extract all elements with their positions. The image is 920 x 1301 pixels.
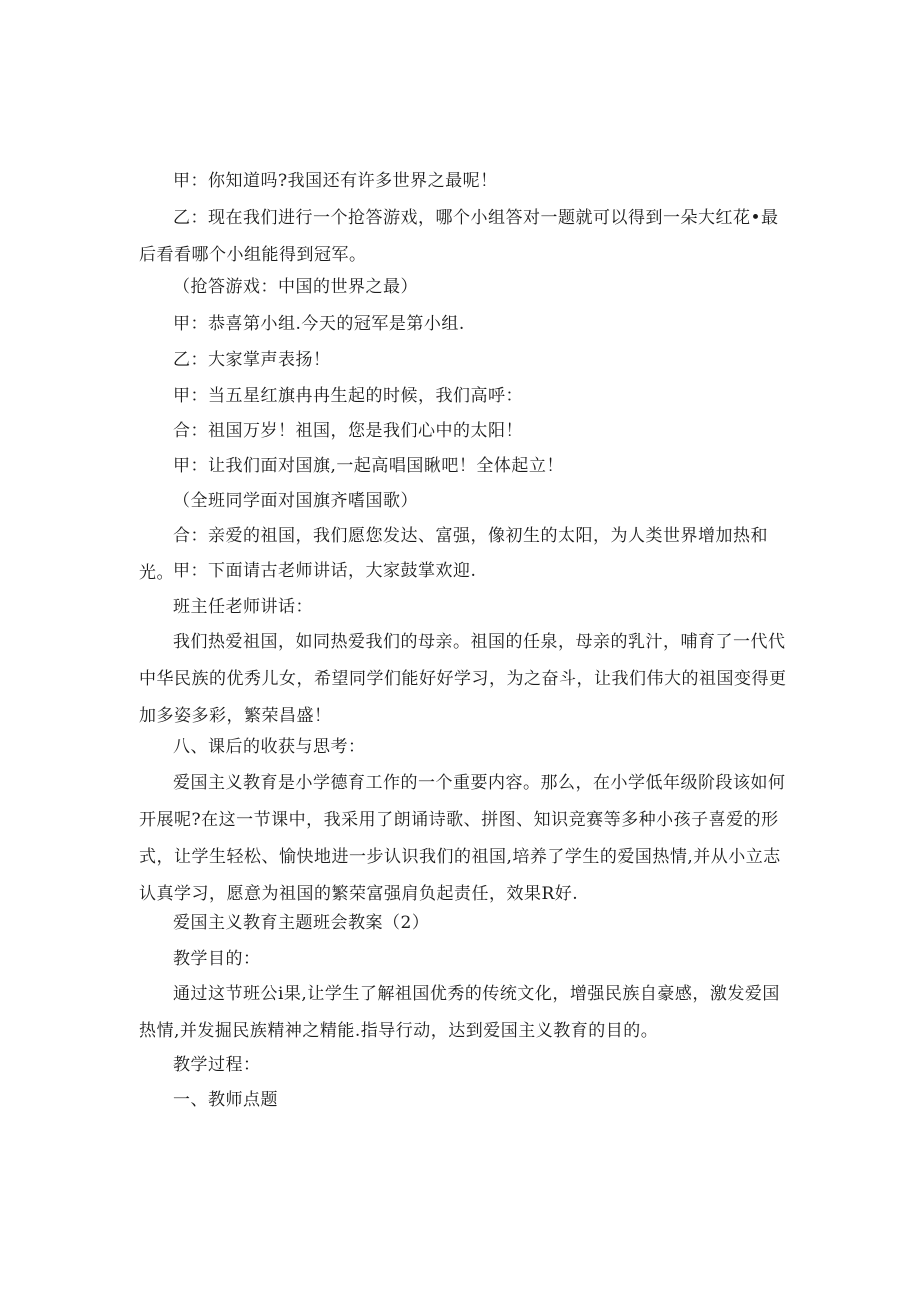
dialogue-line: 乙：大家掌声表扬！ (173, 350, 331, 370)
dialogue-line: 甲：恭喜第小组.今天的冠军是第小组. (173, 314, 465, 334)
dialogue-line: 合：祖国万岁！祖国，您是我们心中的太阳！ (173, 421, 523, 441)
stage-direction: （全班同学面对国旗齐嗜国歌） (173, 491, 418, 511)
body-paragraph: 爱国主义教育是小学德育工作的一个重要内容。那么，在小学低年级阶段该如何开展呢?在这一节课中，我采用了朗诵诗歌、拼图、知识竞赛等多种小孩子喜爱的形式，让学生轻松、愉快地进一步认识我们的祖国,培养了学生的爱国热情,并从小立志认真学习，愿意为祖国的繁荣富强肩负起责任，效果R好. (139, 773, 786, 904)
section-heading: 八、课后的收获与思考： (173, 737, 366, 757)
dialogue-line: 甲：下面请古老师讲话，大家鼓掌欢迎. (173, 561, 477, 581)
body-paragraph: 我们热爱祖国，如同热爱我们的母亲。祖国的任泉，母亲的乳汁，哺育了一代代中华民族的优秀儿女，希望同学们能好好学习，为之奋斗，让我们伟大的祖国变得更加多姿多彩，繁荣昌盛！ (139, 632, 787, 726)
dialogue-line: 乙：现在我们进行一个抢答游戏，哪个小组答对一题就可以得到一朵大红花•最后看看哪个小组能得到冠军。 (139, 208, 779, 265)
section-heading: 一、教师点题 (173, 1090, 278, 1110)
section-label: 班主任老师讲话： (173, 597, 313, 617)
section-label: 教学过程： (173, 1055, 261, 1075)
dialogue-line: 甲：你知道吗?我国还有许多世界之最呢！ (173, 171, 498, 191)
section-label: 教学目的： (173, 949, 261, 969)
dialogue-line: 甲：让我们面对国旗,一起高唱国瞅吧！全体起立！ (173, 456, 564, 476)
dialogue-line: 合：亲爱的祖国，我们愿您发达、富强，像初生的太阳，为人类世界增加热和光。 (139, 526, 768, 583)
dialogue-line: 甲：当五星红旗冉冉生起的时候，我们高呼： (173, 386, 523, 406)
document-title: 爱国主义教育主题班会教案（2） (173, 913, 430, 933)
stage-direction: （抢答游戏：中国的世界之最） (173, 277, 418, 297)
body-paragraph: 通过这节班公i果,让学生了解祖国优秀的传统文化，增强民族自豪感，激发爱国热情,并发掘民族精神之精能.指导行动，达到爱国主义教育的目的。 (139, 984, 780, 1041)
